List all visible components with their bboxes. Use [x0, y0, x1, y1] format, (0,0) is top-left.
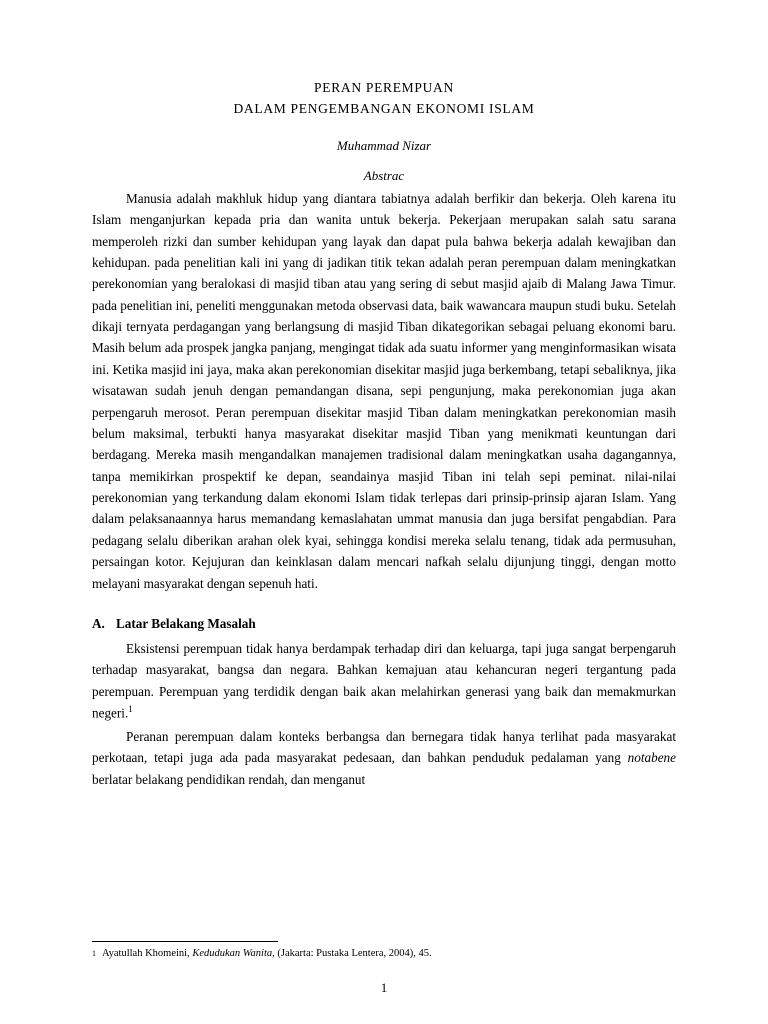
footnote-number: 1: [92, 949, 96, 959]
paragraph-1-text: Eksistensi perempuan tidak hanya berdampak terhadap diri dan keluarga, tapi juga sangat berpengaruh terhadap masyarakat, bangsa dan negara. Bahkan kemajuan atau kehancuran negeri tergantung pada perempuan. Perempuan yang terdidik dengan baik akan melahirkan generasi yang baik dan memakmurkan negeri.: [92, 640, 676, 721]
footnote-area: [92, 941, 676, 962]
paragraph-1: [92, 638, 676, 724]
section-heading: [92, 616, 676, 632]
author-name: Muhammad Nizar: [336, 137, 432, 153]
footnote-separator: [92, 941, 278, 942]
footnote-author: Ayatullah Khomeini,: [102, 948, 190, 960]
footnote-text: [102, 947, 432, 962]
paragraph-2: Peranan perempuan dalam konteks berbangsa dan bernegara tidak hanya terlihat pada masyarakat perkotaan, tetapi juga ada pada masyarakat pedesaan, dan bahkan penduduk pedalaman yang notabene berlatar belakang pendidikan rendah, dan menganut: [92, 728, 676, 787]
title-line-2: DALAM PENGEMBANGAN EKONOMI ISLAM: [233, 100, 535, 116]
footnote-publication: (Jakarta: Pustaka Lentera, 2004), 45.: [277, 948, 432, 960]
section-title: Latar Belakang Masalah: [116, 615, 256, 631]
document-title: [92, 78, 676, 120]
footnote-entry: [92, 947, 676, 962]
abstract-body: Manusia adalah makhluk hidup yang diantara tabiatnya adalah berfikir dan bekerja. Oleh karena itu Islam menganjurkan kepada pria dan wanita untuk bekerja. Pekerjaan merupakan salah satu sarana memperoleh rizki dan sumber kehidupan yang layak dan dapat pula bahwa bekerja adalah kewajiban dan kehidupan. pada penelitian kali ini yang di jadikan titik tekan adalah peran perempuan dalam meningkatkan perekonomian yang beralokasi di masjid tiban atau yang sering di sebut masjid ajaib di Malang Jawa Timur. pada penelitian ini, peneliti menggunakan metoda observasi data, baik wawancara maupun studi buku. Setelah dikaji ternyata perdagangan yang berlangsung di masjid Tiban dikategorikan sebagai peluang ekonomi baru. Masih belum ada prospek jangka panjang, mengingat tidak ada suatu informer yang menginformasikan wisata ini. Ketika masjid ini jaya, maka akan perekonomian disekitar masjid juga berkembang, tetapi sebaliknya, jika wisatawan sudah jenuh dengan pemandangan disana, sepi pengunjung, maka perekonomian juga akan perpengaruh merosot. Peran perempuan disekitar masjid Tiban dalam meningkatkan perekonomian masih belum maksimal, terbukti hanya masyarakat disekitar masjid Tiban yang menikmati keuntungan dari berdagang. Mereka masih mengandalkan manajemen tradisional dalam meningkatkan usaha dagangannya, tanpa memikirkan prospektif ke depan, seandainya masjid Tiban ini telah sepi peminat. nilai-nilai perekonomian yang terkandung dalam ekonomi Islam tidak terlepas dari prinsip-prinsip ajaran Islam. Yang dalam pelaksanaannya harus memandang kemaslahatan ummat manusia dan juga bersifat pengabdian. Para pedagang selalu diberikan arahan olek kyai, sehingga kondisi mereka selalu tenang, tidak ada permusuhan, persaingan kotor. Kejujuran dan keinklasan dalam mencari nafkah selalu dijunjung tinggi, dengan motto melayani masyarakat dengan sepenuh hati.: [92, 190, 676, 591]
title-line-1: PERAN PEREMPUAN: [314, 80, 454, 95]
section-letter: A.: [92, 615, 105, 631]
abstract-heading: Abstrac: [363, 167, 405, 183]
footnote-marker: 1: [128, 704, 133, 715]
page-number: 1: [380, 981, 388, 995]
footnote-work: Kedudukan Wanita,: [192, 948, 275, 960]
